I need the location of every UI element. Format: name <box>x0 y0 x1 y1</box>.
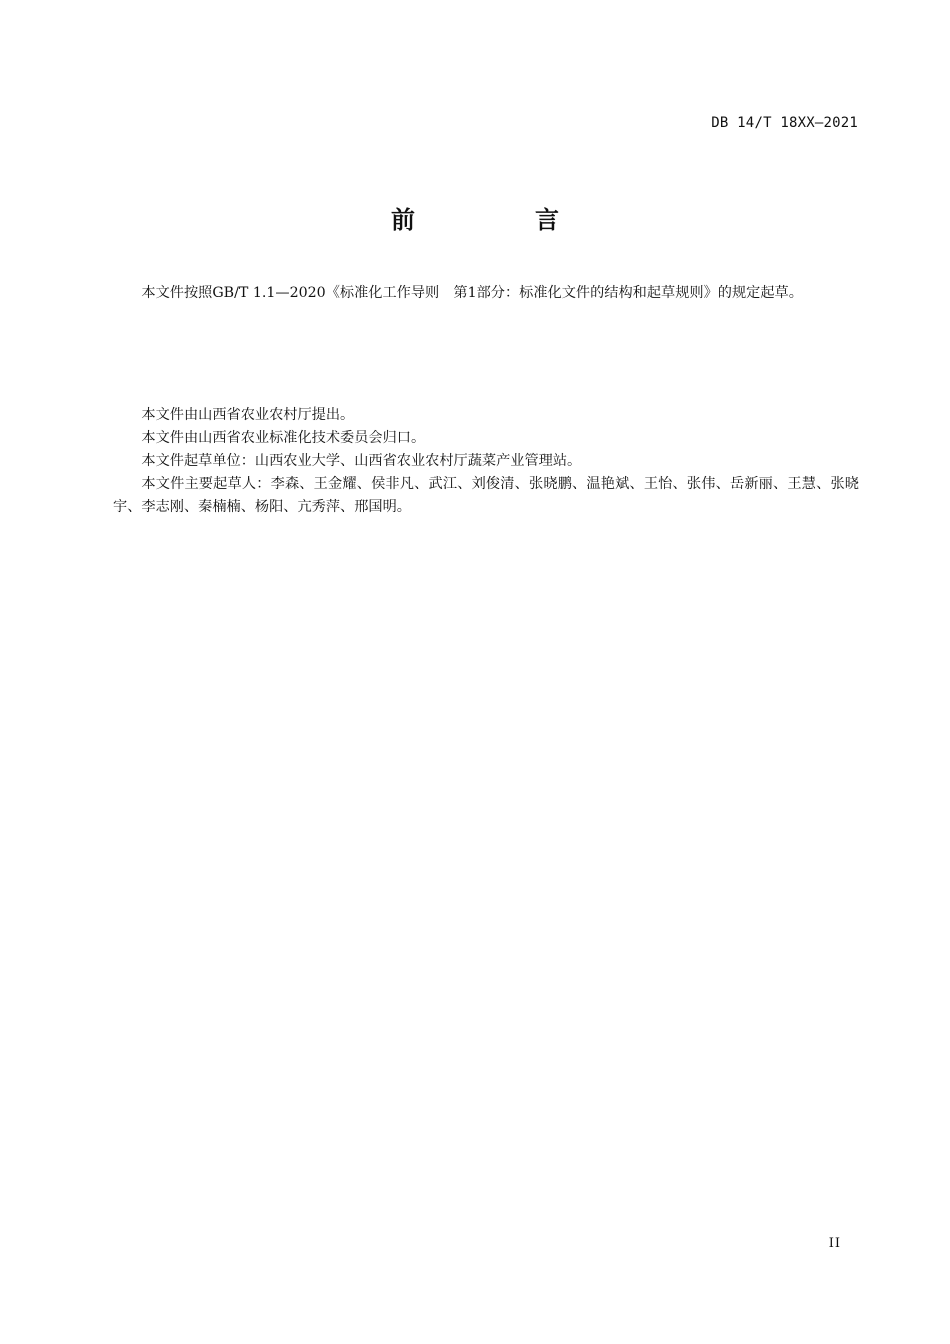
intro-paragraph: 本文件按照GB/T 1.1—2020《标准化工作导则 第1部分：标准化文件的结构和起草规则》的规定起草。 <box>141 285 803 301</box>
committee-paragraph: 本文件由山西省农业标准化技术委员会归口。 <box>141 430 426 446</box>
proposer-paragraph: 本文件由山西省农业农村厅提出。 <box>141 407 355 423</box>
drafters-paragraph: 本文件主要起草人：李森、王金耀、侯非凡、武江、刘俊清、张晓鹏、温艳斌、王怡、张伟、岳新丽、王慧、张晓宇、李志刚、秦楠楠、杨阳、亢秀萍、邢国明。 <box>113 476 859 515</box>
page-number: II <box>828 1236 841 1251</box>
page-title: 前 言 <box>391 206 607 234</box>
intro-section <box>113 282 859 305</box>
drafting-units-paragraph: 本文件起草单位：山西农业大学、山西省农业农村厅蔬菜产业管理站。 <box>141 453 582 469</box>
info-section <box>113 404 859 519</box>
document-code: DB 14/T 18XX—2021 <box>711 115 858 131</box>
